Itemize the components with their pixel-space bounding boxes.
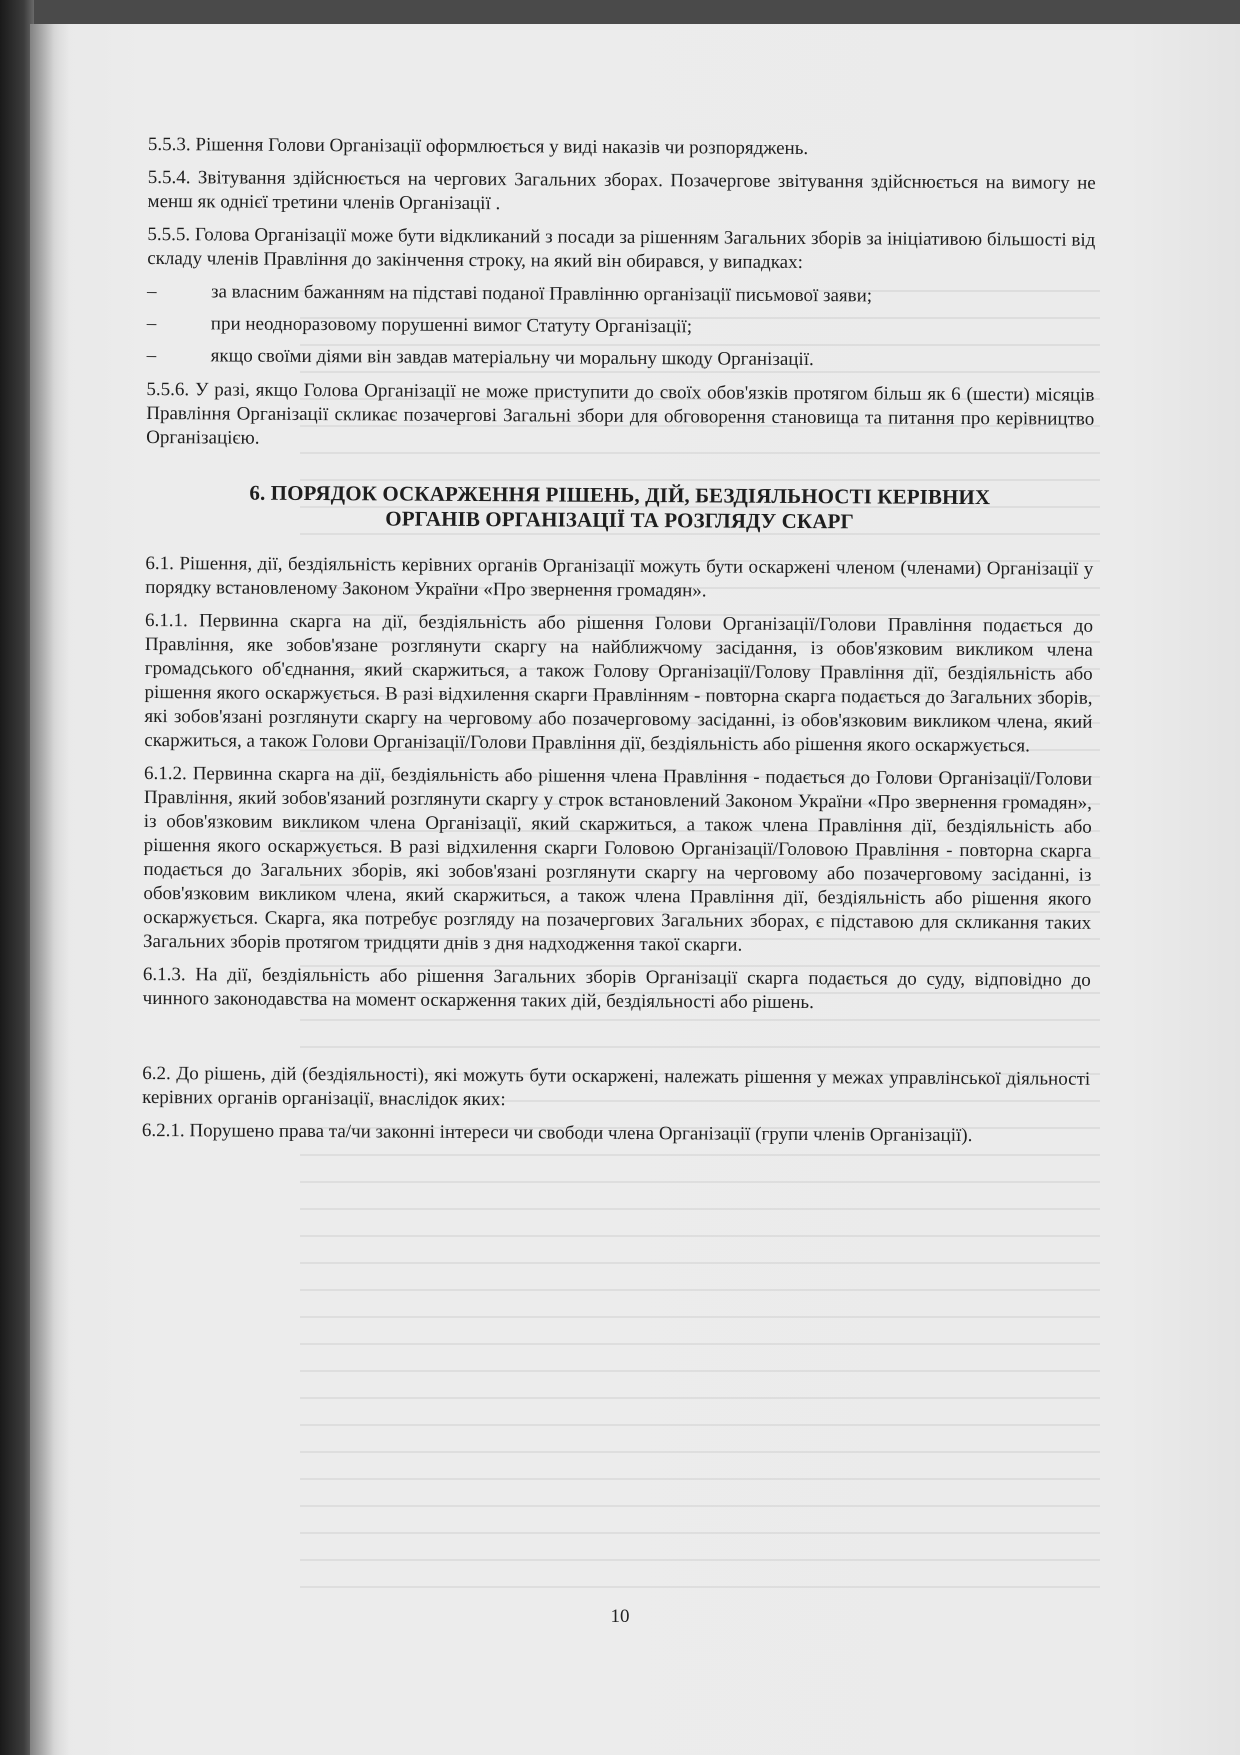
dash-marker: – (146, 280, 157, 303)
paragraph-5-5-4: 5.5.4. Звітування здійснюється на чергових Загальних зборах. Позачергове звітування здійснюється на вимогу не менш як однієї третини членів Організації . (147, 166, 1096, 215)
list-item-text: за власним бажанням на підставі поданої Правлінню організації письмової заяви; (210, 281, 873, 307)
list-item-text: якщо своїми діями він завдав матеріальну чи моральну шкоду Організації. (210, 345, 814, 371)
document-body (142, 133, 1096, 1158)
paragraph-6-1-2: 6.1.2. Первинна скарга на дії, бездіяльність або рішення члена Правління - подається до Голови Організації/Голови Правління, який зобов'язаний розглянути скаргу у строк встановлений Законом України «Про звернення громадян», із обов'язковим викликом члена Організації, який скаржиться, а також члена Правління дії, бездіяльність або рішення якого оскаржується. В разі відхилення скарги Головою Організації/Головою Правління - повторна скарга подається до Загальних зборів, які зобов'язані розглянути скаргу на черговому або позачерговому засіданні, із обов'язковим викликом члена, який скаржиться, а також члена Правління дії, бездіяльність або рішення якого оскаржується. Скарга, яка потребує розгляду на позачергових Загальних зборах, є підставою для скликання таких Загальних зборів протягом тридцяти днів з дня надходження такої скарги. (142, 762, 1093, 956)
paragraph-5-5-3: 5.5.3. Рішення Голови Організації оформлюється у виді наказів чи розпоряджень. (147, 133, 809, 160)
paragraph-6-1-1: 6.1.1. Первинна скарга на дії, бездіяльність або рішення Голови Організації/Голови Правління подається до Правління, яке зобов'язане розглянути скаргу на найближчому засідання, із обов'язковим викликом члена громадського об'єднання, який скаржиться, а також Голову Організації/Голову Правління дії, бездіяльність або рішення якого оскаржується. В разі відхилення скарги Правлінням - повторна скарга подається до Загальних зборів, які зобов'язані розглянути скаргу на черговому або позачерговому засіданні, із обов'язковим викликом члена, який скаржиться, а також Голови Організації/Голови Правління дії, бездіяльність або рішення якого оскаржується. (144, 609, 1094, 757)
paragraph-6-2-1: 6.2.1. Порушено права та/чи законні інтереси чи свободи члена Організації (групи членів Організації). (141, 1119, 973, 1147)
page-number: 10 (610, 1606, 630, 1627)
list-item (147, 344, 1095, 374)
paragraph-6-1-3: 6.1.3. На дії, бездіяльність або рішення Загальних зборів Організації скарга подається до суду, відповідно до чинного законодавства на момент оскарження таких дій, бездіяльності або рішень. (142, 963, 1091, 1014)
list-item (147, 312, 1095, 342)
paragraph-6-1: 6.1. Рішення, дії, бездіяльність керівних органів Організації можуть бути оскаржені членом (членами) Організації у порядку встановленому Законом України «Про звернення громадян». (145, 552, 1094, 602)
paragraph-6-2: 6.2. До рішень, дій (бездіяльності), які можуть бути оскаржені, належать рішення у межах управлінської діяльності керівних органів організації, внаслідок яких: (142, 1062, 1091, 1111)
dash-marker: – (146, 312, 157, 335)
list-item-text: при неодноразовому порушенні вимог Статуту Організації; (210, 313, 693, 338)
paragraph-5-5-6: 5.5.6. У разі, якщо Голова Організації не може приступити до своїх обов'язків протягом більш як 6 (шести) місяців Правління Організації скликає позачергові Загальні збори для обговорення становища та питання про керівництво Організацією. (146, 378, 1095, 449)
heading-line-2: ОРГАНІВ ОРГАНІЗАЦІЇ ТА РОЗГЛЯДУ СКАРГ (385, 506, 854, 534)
dash-marker: – (146, 344, 157, 367)
heading-line-1: 6. ПОРЯДОК ОСКАРЖЕННЯ РІШЕНЬ, ДІЙ, БЕЗДІЯЛЬНОСТІ КЕРІВНИХ (249, 480, 991, 510)
section-6-heading (146, 480, 1094, 536)
recall-cases-list (147, 280, 1096, 374)
binding-shadow (30, 24, 70, 1755)
spacer (142, 1020, 1090, 1068)
scanner-edge (0, 0, 34, 1755)
list-item (147, 280, 1095, 310)
paragraph-5-5-5: 5.5.5. Голова Організації може бути відкликаний з посади за рішенням Загальних зборів за ініціативою більшості від складу членів Правління до закінчення строку, на який він обирався, у випадках: (147, 223, 1096, 274)
